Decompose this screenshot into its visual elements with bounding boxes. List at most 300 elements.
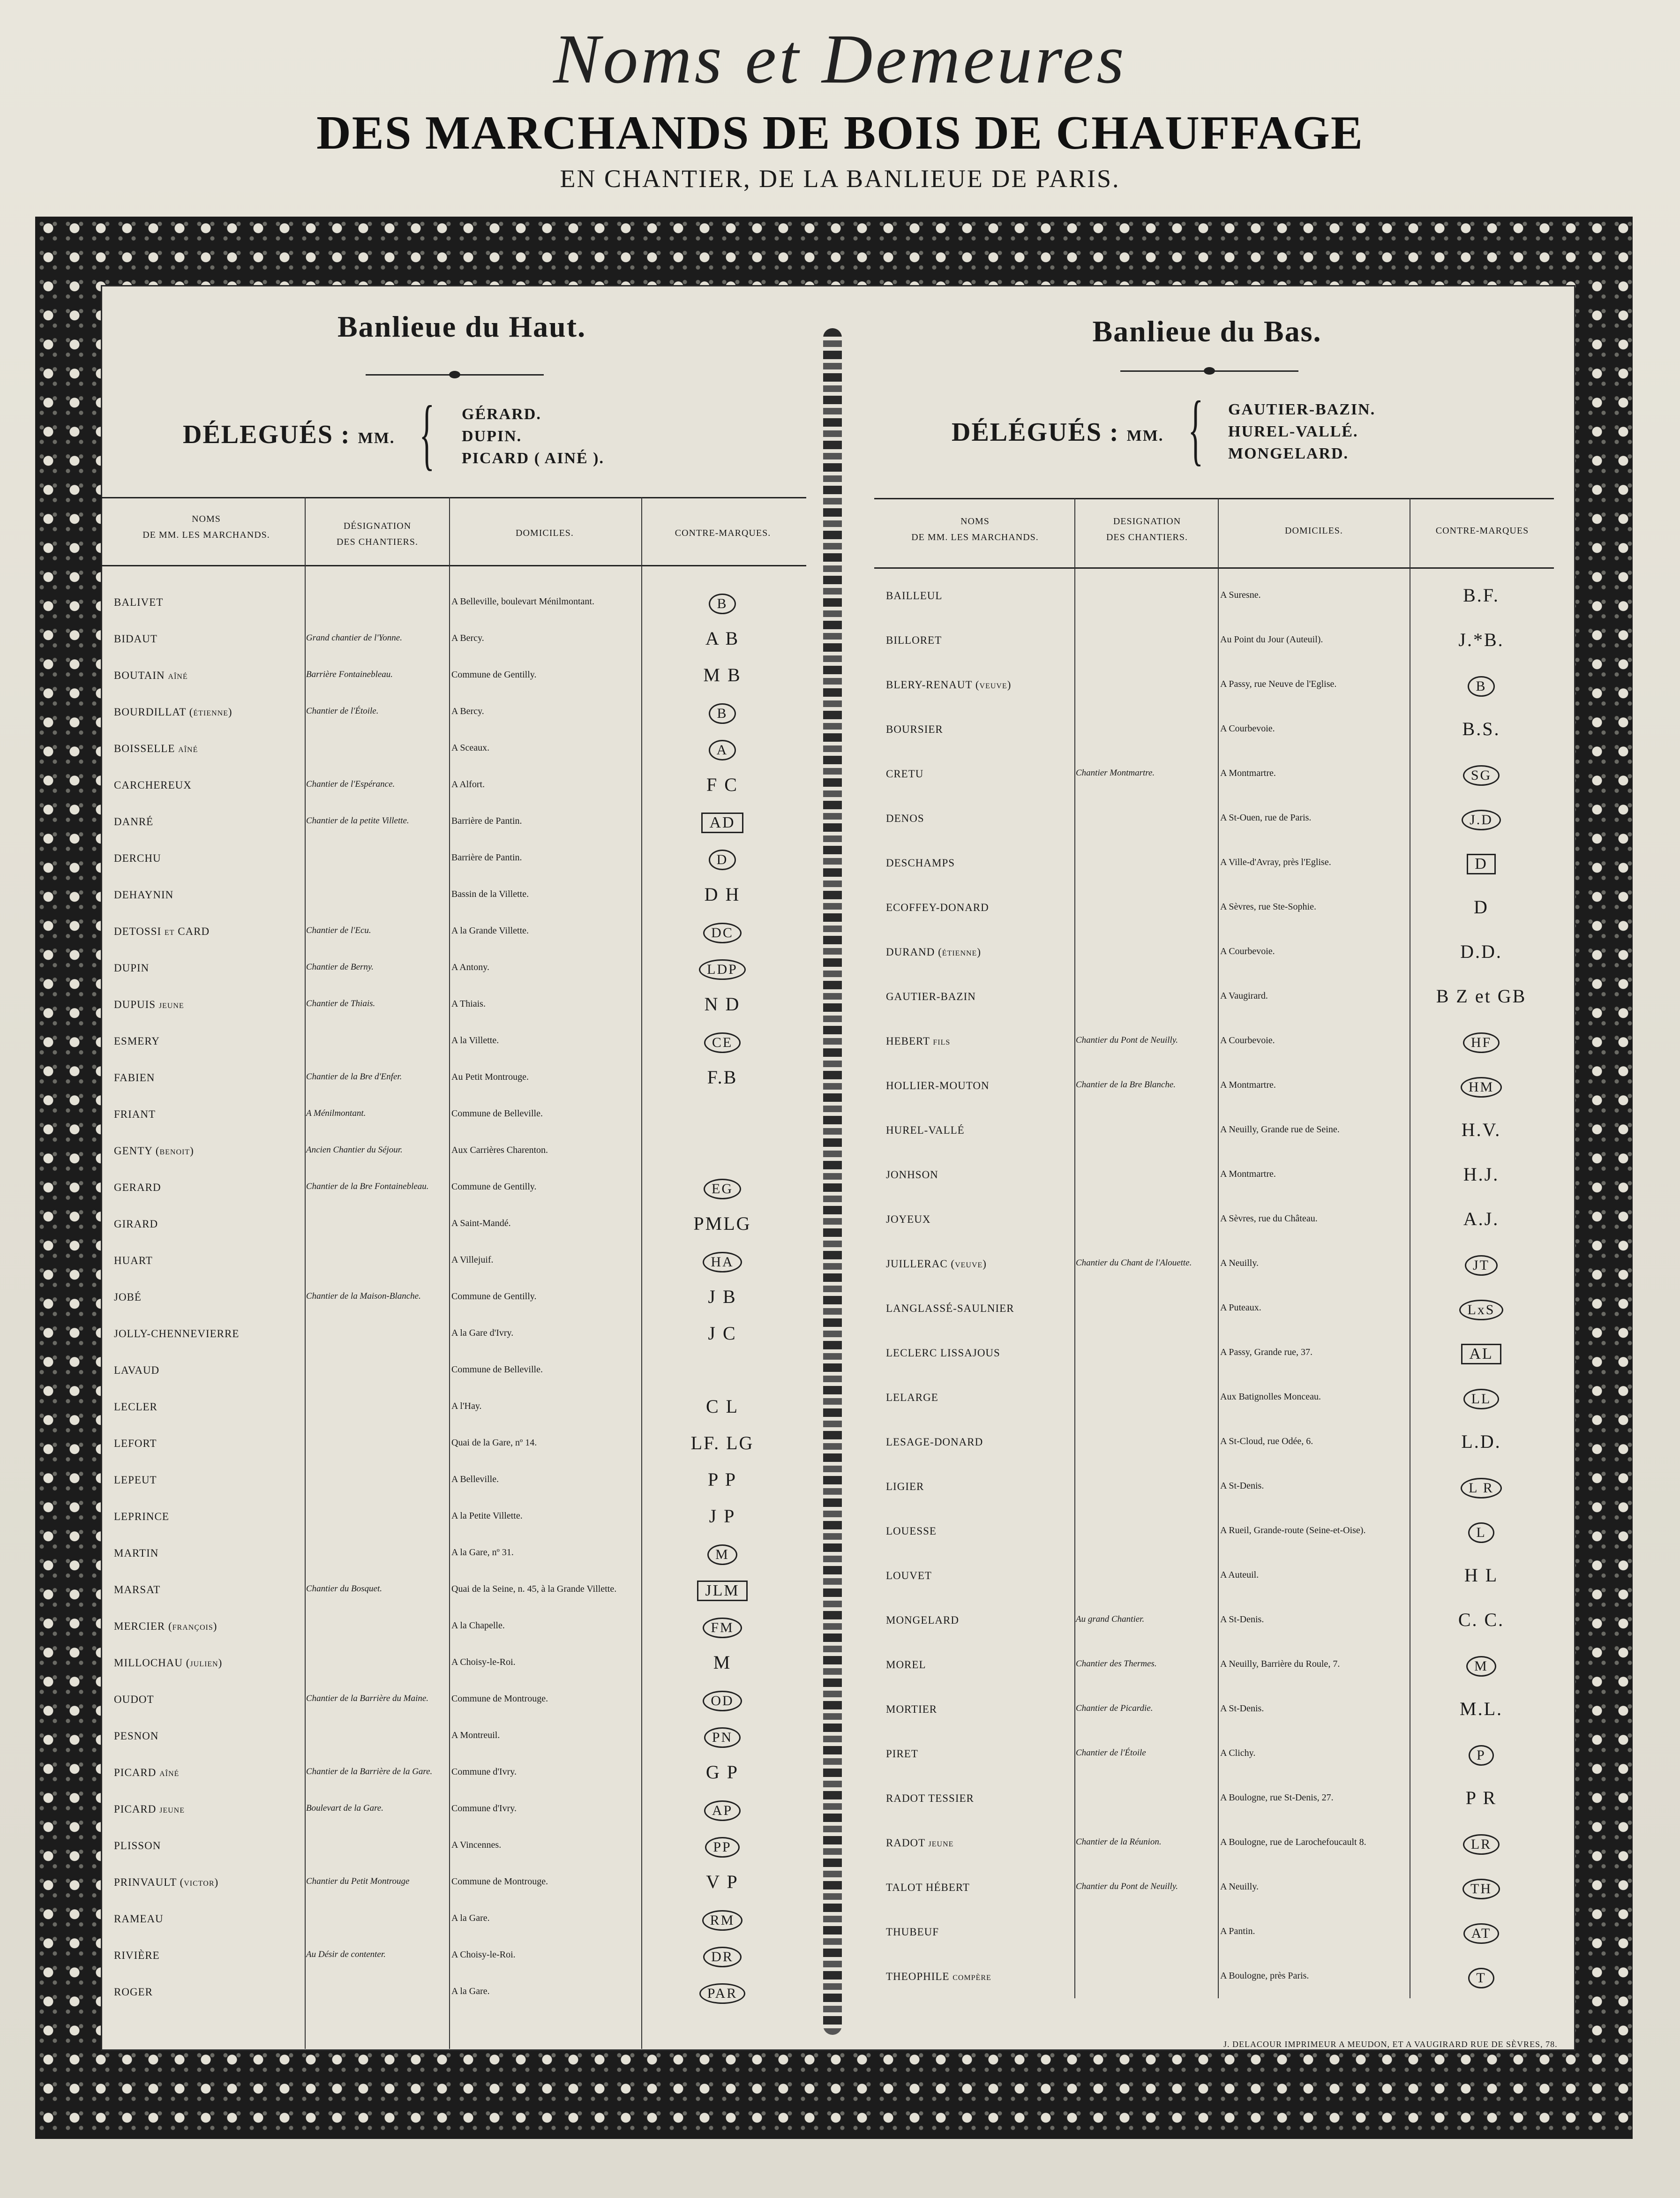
merchant-name: RAMEAU <box>114 1913 164 1925</box>
contre-marque <box>643 1397 802 1416</box>
right-merchant-row <box>886 1882 1552 1926</box>
contre-marque-text: J C <box>708 1323 737 1344</box>
left-merchant-row <box>114 1145 798 1182</box>
merchant-name: BOURSIER <box>886 723 943 735</box>
right-table-top-rule <box>874 498 1554 499</box>
contre-marque-text: C. C. <box>1458 1609 1505 1630</box>
merchant-name: BOUTAIN aîné <box>114 670 188 681</box>
left-merchant-row <box>114 994 798 1035</box>
left-delegates-list <box>462 403 604 469</box>
right-merchant-row <box>886 986 1552 1035</box>
contre-marque <box>1411 1210 1552 1228</box>
right-merchant-row <box>886 941 1552 991</box>
contre-marque <box>643 1031 802 1053</box>
contre-marque <box>643 812 802 833</box>
contre-marque <box>643 885 802 904</box>
contre-marque <box>1411 1477 1552 1498</box>
domicile: A la Gare. <box>451 1986 490 1996</box>
contre-marque-text: H.V. <box>1461 1119 1501 1140</box>
domicile: A Choisy-le-Roi. <box>451 1657 516 1667</box>
domicile: A Boulogne, rue de Larochefoucault 8. <box>1220 1837 1366 1847</box>
domicile: A St-Denis. <box>1220 1703 1264 1714</box>
contre-marque <box>643 775 802 794</box>
left-delegates-brace: { <box>419 390 435 478</box>
right-panel-title: Banlieue du Bas. <box>1092 315 1322 348</box>
left-merchant-row <box>114 1950 798 1986</box>
script-title: Noms et Demeures <box>553 20 1127 98</box>
chantier-designation: Chantier du Pont de Neuilly. <box>1076 1882 1178 1891</box>
domicile: A Sèvres, rue du Château. <box>1220 1213 1318 1224</box>
right-merchant-row <box>886 1164 1552 1213</box>
main-title: DES MARCHANDS DE BOIS DE CHAUFFAGE <box>316 106 1364 159</box>
chantier-designation: Chantier Montmartre. <box>1076 768 1155 778</box>
chantier-designation: Chantier du Petit Montrouge <box>306 1876 410 1886</box>
left-merchant-row <box>114 1761 798 1803</box>
merchant-name: FABIEN <box>114 1072 155 1084</box>
merchant-name: JUILLERAC (veuve) <box>886 1258 987 1270</box>
contre-marque-text: D <box>1467 854 1496 874</box>
contre-marque <box>1411 987 1552 1006</box>
contre-marque-text: H.J. <box>1463 1164 1500 1185</box>
merchant-name: PICARD jeune <box>114 1803 185 1815</box>
right-merchant-row <box>886 1302 1552 1347</box>
contre-marque-text: RM <box>702 1910 743 1931</box>
contre-marque <box>643 1836 802 1858</box>
contre-marque-text: LF. LG <box>690 1432 754 1453</box>
domicile: A St-Denis. <box>1220 1614 1264 1625</box>
contre-marque-text: LL <box>1463 1389 1500 1409</box>
left-merchant-row <box>114 962 798 999</box>
contre-marque <box>643 1178 802 1199</box>
right-delegates-label: DÉLÉGUÉS : MM. <box>952 418 1164 447</box>
contre-marque <box>1411 1076 1552 1098</box>
contre-marque <box>643 995 802 1014</box>
merchant-name: PESNON <box>114 1730 159 1742</box>
left-col-header-domiciles: DOMICILES. <box>516 528 574 538</box>
left-merchant-row <box>114 1505 798 1547</box>
merchant-name: MARTIN <box>114 1547 159 1559</box>
chantier-designation: Chantier du Pont de Neuilly. <box>1076 1035 1178 1045</box>
chantier-designation: Chantier de l'Ecu. <box>306 926 371 935</box>
contre-marque-text: B.S. <box>1462 718 1500 739</box>
contre-marque-text: AD <box>701 813 743 833</box>
domicile: A Vaugirard. <box>1220 991 1268 1001</box>
domicile: Barrière de Pantin. <box>451 852 522 863</box>
merchant-name: TALOT HÉBERT <box>886 1882 970 1893</box>
contre-marque-text: A <box>709 740 736 760</box>
contre-marque <box>643 1799 802 1821</box>
left-merchant-row <box>114 1364 798 1401</box>
domicile: A Neuilly. <box>1220 1258 1259 1268</box>
contre-marque-text: AP <box>704 1800 741 1821</box>
domicile: A Passy, Grande rue, 37. <box>1220 1347 1313 1357</box>
domicile: A la Chapelle. <box>451 1620 505 1631</box>
left-col-header-names: NOMS DE MM. LES MARCHANDS. <box>142 514 270 540</box>
right-delegates-brace: { <box>1188 385 1204 473</box>
merchant-name: MARSAT <box>114 1584 161 1596</box>
right-merchant-row <box>886 629 1552 679</box>
contre-marque-text: EG <box>704 1179 741 1199</box>
contre-marque <box>1411 1700 1552 1718</box>
contre-marque <box>643 1287 802 1306</box>
contre-marque <box>1411 1031 1552 1053</box>
right-merchant-row <box>886 1080 1552 1124</box>
merchant-name: BILLORET <box>886 634 942 646</box>
left-merchant-row <box>114 1469 798 1511</box>
left-delegate: GÉRARD. <box>462 406 541 423</box>
domicile: A Bercy. <box>451 633 484 643</box>
merchant-name: MONGELARD <box>886 1614 959 1626</box>
merchant-name: ROGER <box>114 1986 153 1998</box>
chantier-designation: Chantier de la Maison-Blanche. <box>306 1291 421 1301</box>
domicile: A Sceaux. <box>451 743 490 753</box>
merchant-name: LEFORT <box>114 1438 157 1449</box>
domicile: A Boulogne, rue St-Denis, 27. <box>1220 1792 1334 1803</box>
merchant-name: OUDOT <box>114 1694 154 1705</box>
merchant-name: DESCHAMPS <box>886 857 955 869</box>
merchant-name: JOLLY-CHENNEVIERRE <box>114 1328 240 1340</box>
merchant-name: JOBÉ <box>114 1291 142 1303</box>
contre-marque-text: H L <box>1464 1565 1499 1586</box>
left-merchant-row <box>114 1067 798 1108</box>
contre-marque <box>1411 1833 1552 1855</box>
merchant-name: DANRÉ <box>114 816 154 828</box>
domicile: Barrière de Pantin. <box>451 816 522 826</box>
contre-marque <box>643 1580 802 1601</box>
contre-marque-text: A.J. <box>1463 1208 1500 1229</box>
domicile: Commune de Montrouge. <box>451 1694 548 1704</box>
merchant-name: MERCIER (françois) <box>114 1620 218 1632</box>
left-merchant-row <box>114 1871 798 1913</box>
contre-marque <box>1411 898 1552 917</box>
chantier-designation: Chantier de Berny. <box>306 962 374 972</box>
merchant-name: LESAGE-DONARD <box>886 1436 983 1448</box>
contre-marque <box>1411 1343 1552 1364</box>
left-merchant-row <box>114 1913 798 1950</box>
left-header-rule <box>101 565 806 566</box>
left-title-swash <box>366 374 544 380</box>
contre-marque <box>643 1470 802 1489</box>
merchant-name: RIVIÈRE <box>114 1950 160 1961</box>
merchant-name: GIRARD <box>114 1218 158 1230</box>
merchant-name: PRINVAULT (victor) <box>114 1876 219 1888</box>
domicile: A St-Ouen, rue de Paris. <box>1220 813 1312 823</box>
contre-marque-text: AL <box>1461 1344 1501 1364</box>
right-merchant-row <box>886 857 1552 902</box>
domicile: A Montmartre. <box>1220 1080 1276 1090</box>
left-col-header-chantiers: DÉSIGNATION DES CHANTIERS. <box>336 521 418 547</box>
contre-marque <box>643 702 802 724</box>
contre-marque <box>1411 942 1552 961</box>
contre-marque <box>1411 1744 1552 1766</box>
domicile: A Alfort. <box>451 779 485 790</box>
contre-marque-text: PP <box>705 1837 739 1858</box>
domicile: A Montreuil. <box>451 1730 500 1740</box>
domicile: A la Gare. <box>451 1913 490 1923</box>
contre-marque-text: OD <box>703 1691 742 1711</box>
domicile: A Montmartre. <box>1220 1169 1276 1179</box>
domicile: A la Gare d'Ivry. <box>451 1328 514 1338</box>
contre-marque-text: DR <box>703 1947 742 1967</box>
contre-marque <box>643 1543 802 1565</box>
left-merchant-row <box>114 1286 798 1328</box>
contre-marque-text: LDP <box>699 959 746 980</box>
domicile: Commune de Gentilly. <box>451 1182 537 1192</box>
left-delegate: DUPIN. <box>462 428 522 445</box>
contre-marque-text: D <box>1474 896 1489 918</box>
right-delegates-list <box>1228 399 1375 465</box>
contre-marque-text: LR <box>1463 1834 1500 1855</box>
center-ornamental-divider <box>823 328 842 2035</box>
chantier-designation: Chantier de la Bre Blanche. <box>1076 1080 1176 1090</box>
left-merchant-row <box>114 1547 798 1584</box>
contre-marque <box>643 922 802 943</box>
contre-marque <box>1411 1655 1552 1677</box>
chantier-designation: Chantier de la petite Villette. <box>306 816 409 826</box>
domicile: A Neuilly, Barrière du Roule, 7. <box>1220 1659 1340 1669</box>
left-merchant-row <box>114 628 798 670</box>
chantier-designation: Chantier de Thiais. <box>306 999 375 1009</box>
domicile: Commune de Montrouge. <box>451 1876 548 1887</box>
contre-marque <box>643 629 802 648</box>
printer-imprint: J. DELACOUR IMPRIMEUR A MEUDON, ET A VAUGIRARD RUE DE SÈVRES, 78. <box>1223 2040 1558 2049</box>
right-merchant-row <box>886 1698 1552 1748</box>
domicile: A la Villette. <box>451 1035 499 1046</box>
domicile: A la Grande Villette. <box>451 926 529 936</box>
contre-marque-text: N D <box>704 994 741 1015</box>
merchant-name: BAILLEUL <box>886 590 943 602</box>
contre-marque <box>643 849 802 870</box>
merchant-name: MORTIER <box>886 1703 938 1715</box>
left-merchant-row <box>114 1803 798 1840</box>
contre-marque <box>643 1873 802 1891</box>
left-col-header-marks: CONTRE-MARQUES. <box>675 528 771 538</box>
left-merchant-row <box>114 926 798 962</box>
right-delegate: GAUTIER-BAZIN. <box>1228 401 1376 418</box>
domicile: A Pantin. <box>1220 1926 1255 1936</box>
chantier-designation: Chantier de l'Étoile. <box>306 706 379 716</box>
domicile: A Belleville. <box>451 1474 499 1484</box>
left-merchant-row <box>114 1620 798 1657</box>
contre-marque <box>643 1946 802 1967</box>
domicile: Commune d'Ivry. <box>451 1767 517 1777</box>
contre-marque <box>1411 631 1552 649</box>
merchant-name: DETOSSI et CARD <box>114 926 210 937</box>
merchant-name: DENOS <box>886 813 924 824</box>
domicile: A l'Hay. <box>451 1401 482 1411</box>
contre-marque-text: V P <box>706 1871 739 1892</box>
right-delegate: HUREL-VALLÉ. <box>1228 423 1358 440</box>
right-merchant-row <box>886 1926 1552 1971</box>
contre-marque <box>643 666 802 685</box>
contre-marque-text: FM <box>703 1618 742 1638</box>
chantier-designation: A Ménilmontant. <box>306 1108 366 1118</box>
right-merchant-row <box>886 1119 1552 1169</box>
right-merchant-row <box>886 1347 1552 1392</box>
contre-marque <box>643 1763 802 1782</box>
domicile: Quai de la Seine, n. 45, à la Grande Villette. <box>451 1584 617 1594</box>
contre-marque <box>1411 1388 1552 1409</box>
right-col-header-names: NOMS DE MM. LES MARCHANDS. <box>911 516 1039 542</box>
left-panel-title: Banlieue du Haut. <box>337 310 586 343</box>
domicile: A Boulogne, près Paris. <box>1220 1971 1309 1981</box>
merchant-name: DEHAYNIN <box>114 889 174 901</box>
contre-marque-text: SG <box>1463 765 1500 786</box>
right-col-header-marks: CONTRE-MARQUES <box>1435 526 1529 536</box>
contre-marque-text: T <box>1468 1968 1494 1988</box>
domicile: A Clichy. <box>1220 1748 1256 1758</box>
contre-marque <box>643 1214 802 1233</box>
domicile: Au Point du Jour (Auteuil). <box>1220 634 1323 645</box>
left-merchant-row <box>114 816 798 852</box>
left-merchant-row <box>114 774 798 816</box>
merchant-name: LECLER <box>114 1401 158 1413</box>
merchant-name: MILLOCHAU (julien) <box>114 1657 223 1669</box>
contre-marque <box>643 1434 802 1453</box>
contre-marque-text: HM <box>1461 1077 1502 1098</box>
contre-marque-text: CE <box>704 1032 741 1053</box>
right-col-header-chantiers: DESIGNATION DES CHANTIERS. <box>1106 516 1188 542</box>
chantier-designation: Barrière Fontainebleau. <box>306 670 393 679</box>
contre-marque-text: M <box>707 1544 737 1565</box>
domicile: A Passy, rue Neuve de l'Eglise. <box>1220 679 1337 689</box>
contre-marque <box>643 1726 802 1748</box>
contre-marque-text: M <box>1466 1656 1496 1677</box>
merchant-name: ESMERY <box>114 1035 160 1047</box>
right-merchant-row <box>886 1392 1552 1436</box>
left-merchant-row <box>114 852 798 889</box>
contre-marque-text: A B <box>705 628 740 649</box>
merchant-name: DERCHU <box>114 852 161 864</box>
contre-marque-text: DC <box>703 923 742 943</box>
contre-marque <box>1411 1521 1552 1543</box>
contre-marque-text: M B <box>703 664 742 685</box>
contre-marque <box>1411 1566 1552 1585</box>
contre-marque <box>1411 1922 1552 1944</box>
merchant-name: BIDAUT <box>114 633 158 645</box>
merchant-name: RADOT jeune <box>886 1837 954 1849</box>
domicile: A Antony. <box>451 962 489 972</box>
domicile: Commune de Gentilly. <box>451 670 537 680</box>
merchant-name: ECOFFEY-DONARD <box>886 902 989 913</box>
merchant-name: LAVAUD <box>114 1364 160 1376</box>
chantier-designation: Chantier de l'Espérance. <box>306 779 395 789</box>
contre-marque <box>643 739 802 760</box>
merchant-name: DURAND (étienne) <box>886 946 981 958</box>
merchant-name: LEPRINCE <box>114 1511 169 1522</box>
merchant-name: DUPUIS jeune <box>114 999 184 1010</box>
contre-marque-text: LxS <box>1459 1300 1503 1320</box>
domicile: Aux Batignolles Monceau. <box>1220 1392 1321 1402</box>
contre-marque <box>1411 586 1552 605</box>
merchant-name: PICARD aîné <box>114 1767 180 1778</box>
merchant-name: PIRET <box>886 1748 918 1760</box>
chantier-designation: Grand chantier de l'Yonne. <box>306 633 402 643</box>
contre-marque <box>1411 1299 1552 1320</box>
domicile: A Sèvres, rue Ste-Sophie. <box>1220 902 1316 912</box>
contre-marque-text: PMLG <box>693 1213 751 1234</box>
contre-marque-text: AT <box>1463 1923 1500 1944</box>
contre-marque-text: JLM <box>697 1581 747 1601</box>
left-merchant-row <box>114 1730 798 1767</box>
contre-marque-text: L <box>1468 1522 1494 1543</box>
right-merchant-row <box>886 1787 1552 1837</box>
domicile: Au Petit Montrouge. <box>451 1072 529 1082</box>
domicile: A Belleville, boulevart Ménilmontant. <box>451 596 594 607</box>
left-merchant-row <box>114 1652 798 1694</box>
domicile: A Ville-d'Avray, près l'Eglise. <box>1220 857 1331 867</box>
contre-marque-text: M.L. <box>1460 1698 1503 1719</box>
domicile: A Courbevoie. <box>1220 946 1275 956</box>
merchant-name: RADOT TESSIER <box>886 1792 974 1804</box>
left-merchant-row <box>114 596 798 633</box>
domicile: A Choisy-le-Roi. <box>451 1950 516 1960</box>
right-merchant-row <box>886 1525 1552 1570</box>
merchant-name: THUBEUF <box>886 1926 939 1938</box>
merchant-name: CARCHEREUX <box>114 779 192 791</box>
left-merchant-row <box>114 1986 798 2023</box>
contre-marque <box>1411 675 1552 697</box>
merchant-name: LOUESSE <box>886 1525 937 1537</box>
merchant-name: LANGLASSÉ-SAULNIER <box>886 1302 1014 1314</box>
merchant-name: BOURDILLAT (étienne) <box>114 706 232 718</box>
domicile: Commune d'Ivry. <box>451 1803 517 1814</box>
contre-marque-text: P R <box>1465 1787 1497 1808</box>
contre-marque-text: L.D. <box>1461 1431 1501 1452</box>
domicile: A Vincennes. <box>451 1840 502 1850</box>
merchant-name: GENTY (benoit) <box>114 1145 194 1157</box>
sub-title: EN CHANTIER, DE LA BANLIEUE DE PARIS. <box>560 165 1120 193</box>
left-merchant-row <box>114 1584 798 1620</box>
left-merchant-row <box>114 1255 798 1291</box>
right-header-rule <box>874 567 1554 569</box>
contre-marque <box>643 1909 802 1931</box>
merchant-name: MOREL <box>886 1659 926 1671</box>
chantier-designation: Chantier du Chant de l'Alouette. <box>1076 1258 1192 1268</box>
contre-marque-text: B Z et GB <box>1436 986 1527 1007</box>
right-merchant-row <box>886 1258 1552 1302</box>
domicile: A Suresne. <box>1220 590 1261 600</box>
contre-marque-text: D.D. <box>1460 941 1502 962</box>
chantier-designation: Chantier de la Réunion. <box>1076 1837 1162 1847</box>
merchant-name: BLERY-RENAUT (veuve) <box>886 679 1012 691</box>
contre-marque-text: B <box>709 703 735 724</box>
domicile: A Villejuif. <box>451 1255 494 1265</box>
chantier-designation: Ancien Chantier du Séjour. <box>306 1145 403 1155</box>
right-merchant-row <box>886 1481 1552 1525</box>
right-delegate: MONGELARD. <box>1228 445 1349 462</box>
merchant-name: BOISSELLE aîné <box>114 743 198 754</box>
domicile: A Auteuil. <box>1220 1570 1259 1580</box>
domicile: A St-Denis. <box>1220 1481 1264 1491</box>
contre-marque-text: J B <box>708 1286 737 1307</box>
merchant-name: THEOPHILE compère <box>886 1971 991 1982</box>
merchant-name: LELARGE <box>886 1392 938 1403</box>
contre-marque <box>1411 1165 1552 1184</box>
merchant-name: HUART <box>114 1255 153 1266</box>
merchant-name: LECLERC LISSAJOUS <box>886 1347 1000 1359</box>
contre-marque <box>1411 1789 1552 1807</box>
left-merchant-row <box>114 1694 798 1730</box>
contre-marque <box>1411 764 1552 786</box>
right-merchant-row <box>886 1035 1552 1080</box>
contre-marque <box>1411 1432 1552 1451</box>
contre-marque-text: J.D <box>1462 810 1501 830</box>
chantier-designation: Chantier de Picardie. <box>1076 1703 1153 1713</box>
contre-marque-text: L R <box>1461 1478 1502 1498</box>
domicile: A Neuilly, Grande rue de Seine. <box>1220 1124 1340 1135</box>
contre-marque-text: P P <box>707 1469 737 1490</box>
